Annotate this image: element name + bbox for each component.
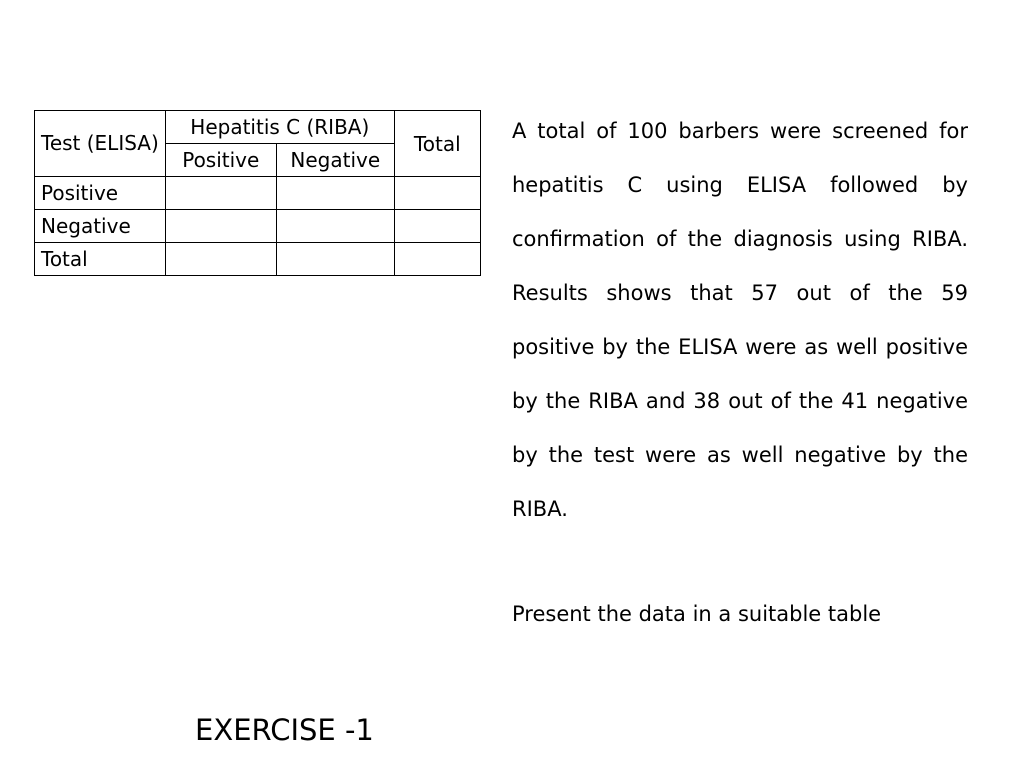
table-cell — [394, 243, 480, 276]
exercise-instruction: Present the data in a suitable table — [512, 602, 882, 626]
subheader-positive: Positive — [165, 144, 276, 177]
row-label-total: Total — [35, 243, 166, 276]
table-row — [35, 210, 481, 243]
exercise-description: A total of 100 barbers were screened for hepatitis C using ELISA followed by confirmation of the diagnosis using RIBA. Results shows that 57 out of the 59 positive by the ELISA were as well positive by the RIBA and 38 out of the 41 negative by the test were as well negative by the RIBA. — [512, 119, 968, 521]
table-cell — [165, 243, 276, 276]
exercise-title: EXERCISE -1 — [195, 713, 374, 747]
row-label-positive: Positive — [35, 177, 166, 210]
contingency-table — [34, 110, 481, 276]
table-cell — [276, 177, 394, 210]
table-cell — [276, 210, 394, 243]
table-row — [35, 243, 481, 276]
table-cell — [394, 210, 480, 243]
header-total: Total — [394, 111, 480, 177]
row-label-negative: Negative — [35, 210, 166, 243]
header-hepatitis-c-riba: Hepatitis C (RIBA) — [165, 111, 394, 144]
table-header-row — [35, 111, 481, 144]
table-row — [35, 177, 481, 210]
table-cell — [165, 210, 276, 243]
table-cell — [165, 177, 276, 210]
table-cell — [394, 177, 480, 210]
table-cell — [276, 243, 394, 276]
header-test-elisa: Test (ELISA) — [35, 111, 166, 177]
subheader-negative: Negative — [276, 144, 394, 177]
